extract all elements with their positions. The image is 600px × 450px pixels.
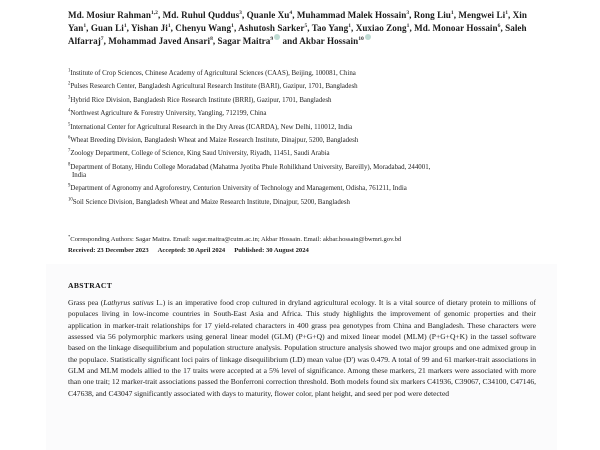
author-names-paragraph: Md. Mosiur Rahman$^{1,2}$, Md. Ruhul Quddus$^3$, Quanle Xu$^4$, Muhammad Malek Hossain$^3$, Rong Liu$^1$, Mengwei Li$^1$, Xin Yan$^1$, Guan Li$^1$, Yishan Ji$^1$, Chenyu Wang$^1$, Ashutosh Sarker$^5$, Tao Yang$^1$, Xuxiao Zong$^1$, Md. Monoar Hossain$^6$, Saleh Alfarraj$^7$, Mohammad Javed Ansari$^8$, Sagar Maitra$^9$ and Akbar Hossain$^{10}$ bbox=[68, 9, 528, 47]
author-affiliation-marker: 1 bbox=[123, 22, 127, 29]
abstract-body bbox=[68, 297, 536, 399]
author-name: Chenyu Wang bbox=[175, 22, 232, 33]
author-name: Yishan Ji bbox=[130, 22, 168, 33]
affiliation-number: 4 bbox=[68, 108, 71, 114]
author-affiliation-marker: 4 bbox=[289, 9, 293, 16]
author-name: Xuxiao Zong bbox=[355, 22, 407, 33]
accepted-label: Accepted: bbox=[157, 246, 186, 254]
affiliation-item bbox=[68, 110, 538, 118]
affiliation-item bbox=[68, 97, 538, 105]
abstract-heading: ABSTRACT bbox=[68, 281, 113, 290]
author-name: Md. Ruhul Quddus bbox=[162, 10, 240, 20]
author-affiliation-marker: 5 bbox=[304, 22, 308, 29]
corresponding-author-line bbox=[68, 233, 538, 245]
author-affiliation-marker: 7 bbox=[100, 36, 104, 43]
publication-dates-line bbox=[68, 247, 538, 256]
affiliation-number: 2 bbox=[68, 82, 71, 88]
author-name: Quanle Xu bbox=[246, 10, 290, 20]
author-name: Akbar Hossain bbox=[299, 36, 359, 47]
affiliation-number: 8 bbox=[68, 162, 71, 168]
affiliation-number: 5 bbox=[68, 122, 71, 128]
abstract-panel bbox=[46, 264, 557, 450]
affiliation-number: 6 bbox=[68, 135, 71, 141]
author-name: Sagar Maitra bbox=[217, 36, 271, 47]
affiliation-text: Hybrid Rice Division, Bangladesh Rice Research Institute (BRRI), Gazipur, 1701, Bangladesh bbox=[70, 96, 332, 104]
author-name: Md. Monoar Hossain bbox=[414, 22, 498, 33]
affiliation-text: Northwest Agriculture & Forestry University, Yangling, 712199, China bbox=[70, 110, 267, 118]
author-affiliation-marker: 1 bbox=[83, 22, 87, 29]
affiliation-number: 3 bbox=[68, 95, 71, 101]
affiliation-text: Soil Science Division, Bangladesh Wheat and Maize Research Institute, Dinajpur, 5200, Bangladesh bbox=[72, 198, 350, 206]
author-affiliation-marker: 8 bbox=[210, 36, 213, 43]
author-name: Ashutosh Sarker bbox=[238, 22, 305, 33]
author-affiliation-marker: 10 bbox=[358, 36, 364, 43]
affiliation-text: Zoology Department, College of Science, King Saud University, Riyadh, 11451, Saudi Arabia bbox=[70, 150, 330, 158]
affiliation-text: Department of Agronomy and Agroforestry, Centurion University of Technology and Management, Odisha, 761211, India bbox=[70, 185, 407, 193]
author-name: Guan Li bbox=[90, 22, 124, 33]
affiliation-number: 9 bbox=[68, 184, 71, 190]
affiliation-text: Institute of Crop Sciences, Chinese Academy of Agricultural Sciences (CAAS), Beijing, 100081, China bbox=[70, 70, 356, 77]
corresponding-marker: * bbox=[68, 233, 71, 239]
author-affiliation-marker: 1 bbox=[505, 9, 508, 16]
affiliation-text-continued: India bbox=[72, 171, 87, 179]
affiliation-item bbox=[68, 185, 538, 193]
affiliation-item bbox=[68, 83, 538, 91]
author-affiliation-marker: 3 bbox=[406, 9, 410, 16]
corresponding-author-text: Corresponding Authors: Sagar Maitra. Email: sagar.maitra@cutm.ac.in; Akbar Hossain. Email: akbar.hossain@bwmri.gov.bd bbox=[70, 236, 402, 243]
author-name: Tao Yang bbox=[311, 22, 349, 33]
abstract-text-lead: Grass pea ( bbox=[68, 298, 104, 307]
author-list bbox=[68, 9, 532, 48]
author-affiliation-marker: 1 bbox=[348, 22, 352, 29]
affiliation-text: Wheat Breeding Division, Bangladesh Wheat and Maize Research Institute, Dinajpur, 5200, Bangladesh bbox=[70, 136, 359, 144]
orcid-icon[interactable] bbox=[274, 34, 280, 40]
affiliation-list bbox=[68, 70, 538, 212]
affiliation-item bbox=[68, 137, 538, 145]
affiliation-item bbox=[68, 199, 538, 207]
published-date: 30 August 2024 bbox=[265, 246, 309, 254]
author-name: Md. Mosiur Rahman bbox=[68, 10, 151, 20]
author-name: Mohammad Javed Ansari bbox=[108, 36, 211, 47]
author-name: Muhammad Malek Hossain bbox=[296, 10, 407, 20]
affiliation-number: 1 bbox=[68, 68, 71, 74]
orcid-icon[interactable] bbox=[365, 34, 371, 40]
corresponding-and-dates bbox=[68, 233, 538, 255]
author-name: Saleh Alfarraj bbox=[68, 22, 527, 47]
author-affiliation-marker: 1,2 bbox=[150, 9, 158, 16]
received-label: Received: bbox=[68, 246, 96, 254]
author-name: Mengwei Li bbox=[458, 10, 506, 20]
affiliation-text: Department of Botany, Hindu College Moradabad (Mahatma Jyotiba Phule Rohilkhand University, Bareilly), Moradabad, 244001, bbox=[70, 163, 431, 171]
affiliation-item bbox=[68, 70, 538, 78]
affiliation-item bbox=[68, 164, 538, 180]
author-affiliation-marker: 1 bbox=[450, 9, 454, 16]
affiliation-item bbox=[68, 150, 538, 158]
species-name: Lathyrus sativus bbox=[103, 298, 154, 307]
published-label: Published: bbox=[234, 246, 265, 254]
author-affiliation-marker: 1 bbox=[406, 22, 410, 29]
affiliation-number: 7 bbox=[68, 149, 71, 155]
author-affiliation-marker: 1 bbox=[231, 22, 234, 29]
author-name: Xin Yan bbox=[68, 10, 528, 33]
author-affiliation-marker: 9 bbox=[270, 36, 274, 43]
accepted-date: 30 April 2024 bbox=[187, 246, 226, 254]
affiliation-number: 10 bbox=[68, 197, 73, 203]
received-date: 23 December 2023 bbox=[97, 246, 149, 254]
author-affiliation-marker: 6 bbox=[497, 22, 501, 29]
author-affiliation-marker: 1 bbox=[167, 22, 171, 29]
affiliation-text: Pulses Research Center, Bangladesh Agricultural Research Institute (BARI), Gazipur, 1701, Bangladesh bbox=[70, 83, 358, 91]
abstract-text-main: L.) is an imperative food crop cultured in dryland agricultural ecology. It is a vital source of dietary protein to millions of populaces living in low-income countries in South-East Asia and Africa. This study highlights the improvement of genomic properties and their application in marker-trait relationships for 17 yield-related characters in 400 grass pea genotypes from China and Bangladesh. These characters were assessed via 56 polymorphic markers using general linear model (GLM) (P+G+Q) and mixed linear model (MLM) (P+G+Q+K) in the tassel software based on the linkage disequilibrium and population structure analysis. Population structure analysis showed two major groups and one admixed group in the populace. Statistically significant loci pairs of linkage disequilibrium (LD) mean value (D') was 0.479. A total of 99 and 61 marker-trait associations in GLM and MLM models allied to the 17 traits were accepted at a 5% level of significance. Among these markers, 21 markers were associated with more than one trait; 12 marker-trait associations passed the Bonferroni correction threshold. Both models found six markers C41936, C39067, C34100, C47146, C47638, and C43047 significantly associated with days to maturity, flower color, plant height, and seed per pod were detected bbox=[68, 298, 536, 398]
author-name: Rong Liu bbox=[413, 10, 451, 20]
affiliation-item bbox=[68, 124, 538, 132]
author-affiliation-marker: 3 bbox=[239, 9, 242, 16]
affiliation-text: International Center for Agricultural Research in the Dry Areas (ICARDA), New Delhi, 110012, India bbox=[70, 123, 353, 131]
